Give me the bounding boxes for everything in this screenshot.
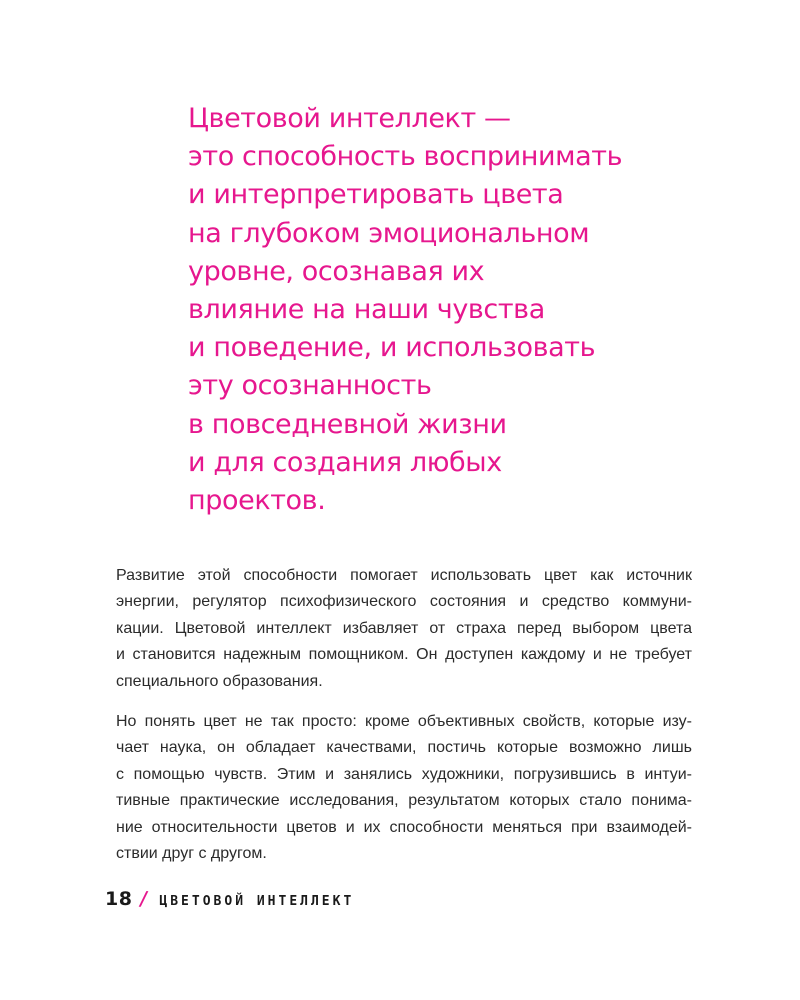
pull-quote-line: влияние на наши чувства — [188, 294, 545, 326]
pull-quote-line: и интерпретировать цвета — [188, 179, 564, 211]
body-paragraph-2 — [116, 709, 692, 867]
page-footer — [105, 888, 354, 910]
running-title: ЦВЕТОВОЙ ИНТЕЛЛЕКТ — [159, 894, 355, 909]
pull-quote — [188, 100, 708, 520]
footer-separator: / — [138, 888, 150, 910]
pull-quote-line: Цветовой интеллект — — [188, 103, 511, 134]
pull-quote-line: эту осознанность — [188, 370, 432, 402]
pull-quote-line: и для создания любых — [188, 446, 502, 478]
pull-quote-line: на глубоком эмоциональном — [188, 217, 590, 249]
paragraph-line: кации. Цветовой интеллект избавляет от страха перед выбором цвета — [116, 619, 692, 637]
pull-quote-line: проектов. — [188, 485, 326, 517]
page-number: 18 — [105, 888, 133, 910]
paragraph-line: с помощью чувств. Этим и занялись художники, погрузившись в интуи- — [116, 765, 692, 783]
paragraph-line: специального образования. — [116, 672, 323, 690]
paragraph-line: ние относительности цветов и их способности меняться при взаимодей- — [116, 818, 692, 836]
pull-quote-line: и поведение, и использовать — [188, 332, 596, 364]
pull-quote-line: уровне, осознавая их — [188, 255, 485, 287]
paragraph-line: чает наука, он обладает качествами, постичь которые возможно лишь — [116, 739, 692, 757]
pull-quote-line: это способность воспринимать — [188, 141, 623, 173]
paragraph-line: тивные практические исследования, результатом которых стало понима- — [116, 792, 692, 810]
paragraph-line: энергии, регулятор психофизического состояния и средство коммуни- — [116, 593, 692, 611]
paragraph-line: Развитие этой способности помогает использовать цвет как источник — [116, 567, 692, 584]
paragraph-line: Но понять цвет не так просто: кроме объективных свойств, которые изу- — [116, 713, 692, 730]
paragraph-line: и становится надежным помощником. Он доступен каждому и не требует — [116, 646, 692, 664]
paragraph-line: ствии друг с другом. — [116, 845, 267, 863]
pull-quote-line: в повседневной жизни — [188, 408, 507, 440]
body-paragraph-1 — [116, 563, 692, 695]
